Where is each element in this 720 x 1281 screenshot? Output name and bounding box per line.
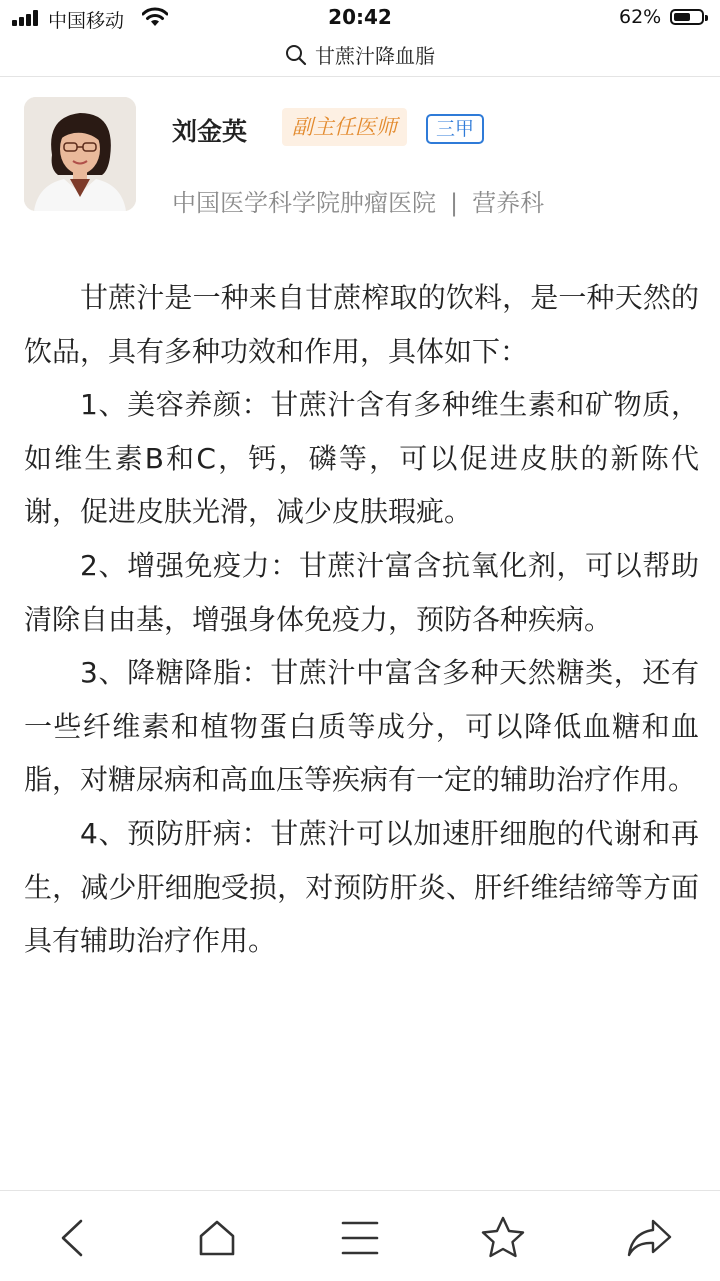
- hospital-level-badge: 三甲: [426, 114, 484, 144]
- doctor-name[interactable]: 刘金英: [172, 117, 248, 146]
- home-icon[interactable]: [192, 1213, 242, 1263]
- battery-percent: 62%: [619, 6, 662, 28]
- status-bar: [0, 0, 720, 36]
- battery-icon: [670, 9, 704, 25]
- share-icon[interactable]: [624, 1213, 674, 1263]
- search-query[interactable]: 甘蔗汁降血脂: [315, 44, 435, 68]
- hospital-info: [172, 183, 544, 218]
- search-icon[interactable]: [285, 44, 307, 66]
- article-paragraph: 2、增强免疫力：甘蔗汁富含抗氧化剂，可以帮助清除自由基，增强身体免疫力，预防各种疾病。: [24, 548, 699, 636]
- search-header[interactable]: [0, 36, 720, 77]
- hospital-name: 中国医学科学院肿瘤医院: [172, 189, 436, 217]
- article-body: [24, 271, 699, 968]
- doctor-avatar[interactable]: [24, 97, 136, 211]
- carrier-label: 中国移动: [48, 10, 125, 32]
- back-icon[interactable]: [48, 1213, 98, 1263]
- status-time: 20:42: [328, 5, 392, 29]
- article-paragraph: 甘蔗汁是一种来自甘蔗榨取的饮料，是一种天然的饮品，具有多种功效和作用，具体如下：: [24, 281, 699, 368]
- star-icon[interactable]: [478, 1213, 528, 1263]
- menu-icon[interactable]: [335, 1213, 385, 1263]
- article-paragraph: 3、降糖降脂：甘蔗汁中富含多种天然糖类，还有一些纤维素和植物蛋白质等成分，可以降低血糖和血脂，对糖尿病和高血压等疾病有一定的辅助治疗作用。: [24, 656, 699, 797]
- department-name: 营养科: [472, 189, 545, 217]
- bottom-toolbar: [0, 1190, 720, 1281]
- article-paragraph: 1、美容养颜：甘蔗汁含有多种维生素和矿物质，如维生素B和C，钙，磷等，可以促进皮肤的新陈代谢，促进皮肤光滑，减少皮肤瑕疵。: [24, 388, 699, 529]
- article-paragraph: 4、预防肝病：甘蔗汁可以加速肝细胞的代谢和再生，减少肝细胞受损，对预防肝炎、肝纤维结缔等方面具有辅助治疗作用。: [24, 816, 699, 958]
- separator: |: [450, 189, 459, 217]
- doctor-title-badge: 副主任医师: [282, 108, 407, 146]
